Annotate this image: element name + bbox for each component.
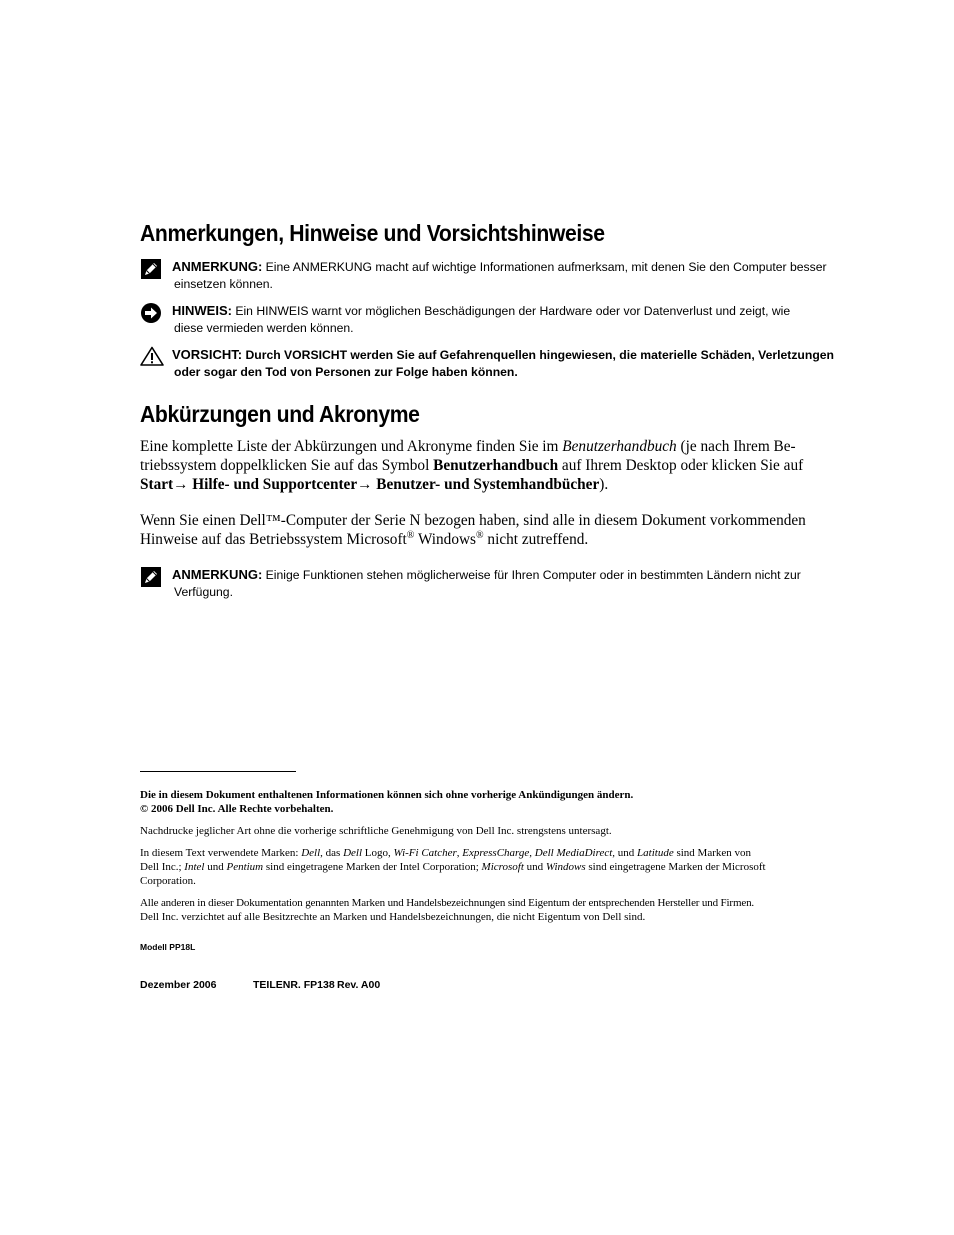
note-text-cont: einsetzen können. [174,277,273,291]
legal-text: Logo, [362,847,394,859]
legal-text: sind eingetragene Marken der Microsoft [585,861,766,873]
para-text: Eine komplette Liste der Abkürzungen und Akronyme finden Sie im [140,438,563,455]
hint-text: Ein HINWEIS warnt vor möglichen Beschädigungen der Hardware oder vor Datenverlust und zeigt, wie [231,304,791,318]
para-text: auf Ihrem Desktop oder klicken Sie auf [558,457,804,474]
legal-text: sind eingetragene Marken der Intel Corporation; [263,861,482,873]
trademark: Dell [343,847,363,859]
hint-text-cont: diese vermieden werden können. [174,321,354,335]
para-text: ). [599,476,609,493]
legal-text: In diesem Text verwendete Marken: [140,847,302,859]
reprint-notice: Nachdrucke jeglicher Art ohne die vorherige schriftliche Genehmigung von Dell Inc. strengstens untersagt. [140,825,612,837]
registered-mark: ® [406,529,415,541]
legal-change-notice: Die in diesem Dokument enthaltenen Informationen können sich ohne vorherige Ankündigungen ändern. [140,789,634,801]
caution-box [140,346,840,381]
note-text: Eine ANMERKUNG macht auf wichtige Informationen aufmerksam, mit denen Sie den Computer besser [262,260,827,274]
other-marks-notice [140,896,842,924]
para-text: Wenn Sie einen Dell™-Computer der Serie N bezogen haben, sind alle in diesem Dokument vorkommenden [140,512,806,529]
section-title-notes: Anmerkungen, Hinweise und Vorsichtshinweise [140,220,605,246]
para-text: nicht zutreffend. [483,531,589,548]
menu-path-help: Hilfe- und Supportcenter [192,476,358,493]
caution-text-cont: oder sogar den Tod von Personen zur Folge haben können. [174,365,518,379]
para-text: Windows [414,531,476,548]
legal-text: , und [612,847,638,859]
arrow-separator: → [173,476,193,493]
footnote-divider [140,771,296,772]
legal-text: Alle anderen in dieser Dokumentation genannten Marken und Handelsbezeichnungen sind Eigentum der entsprechenden Hersteller und Firmen. [140,897,755,909]
hint-box [140,302,840,337]
trademark: ExpressCharge [462,847,530,859]
model-number: Modell PP18L [140,942,196,952]
caution-text: Durch VORSICHT werden Sie auf Gefahrenquellen hingewiesen, die materielle Schäden, Verletzungen [242,348,834,362]
footer-date: Dezember 2006 [140,979,217,991]
menu-path-start: Start [140,476,174,493]
footer-revision: Rev. A00 [337,979,381,991]
note-text-cont: Verfügung. [174,585,233,599]
trademark-notice [140,846,842,888]
hint-label: HINWEIS: [172,303,232,318]
legal-text: Dell Inc. verzichtet auf alle Besitzrechte an Marken und Handelsbezeichnungen, die nicht Eigentum von Dell sind. [140,911,646,923]
legal-text: Corporation. [140,875,196,887]
legal-text: Dell Inc.; [140,861,185,873]
legal-text: und [523,861,546,873]
abbreviations-paragraph [140,437,840,494]
pencil-note-icon [140,258,164,280]
trademark: Dell [301,847,321,859]
trademark: Intel [184,861,205,873]
para-text: (je nach Ihrem Be- [676,438,796,455]
user-guide-ref: Benutzerhandbuch [562,438,677,455]
pencil-note-icon [140,566,164,588]
arrow-circle-icon [140,302,164,324]
note-text: Einige Funktionen stehen möglicherweise für Ihren Computer oder in bestimmten Ländern nicht zur [262,568,801,582]
legal-text: , das [320,847,344,859]
caution-label: VORSICHT: [172,347,243,362]
legal-text: , [529,847,535,859]
trademark: Pentium [226,861,264,873]
legal-notice [140,788,842,816]
legal-text: sind Marken von [673,847,751,859]
trademark: Dell MediaDirect [534,847,613,859]
legal-text: , [456,847,463,859]
note-label: ANMERKUNG: [172,567,263,582]
arrow-separator: → [357,476,377,493]
section-title-abbreviations: Abkürzungen und Akronyme [140,401,420,427]
registered-mark: ® [475,529,484,541]
note-label: ANMERKUNG: [172,259,263,274]
para-text: Hinweise auf das Betriebssystem Microsoft [140,531,407,548]
footer-part-number: TEILENR. FP138 [253,979,335,991]
note-box [140,258,840,293]
trademark: Windows [545,861,586,873]
trademark: Latitude [637,847,674,859]
para-text: triebssystem doppelklicken Sie auf das Symbol [140,457,434,474]
n-series-paragraph [140,511,840,549]
copyright-line: © 2006 Dell Inc. Alle Rechte vorbehalten. [140,803,334,815]
trademark: Microsoft [481,861,524,873]
menu-path-manuals: Benutzer- und Systemhandbücher [376,476,600,493]
warning-triangle-icon [140,346,164,368]
note-box [140,566,840,601]
user-guide-symbol: Benutzerhandbuch [433,457,559,474]
trademark: Wi-Fi Catcher [393,847,457,859]
legal-text: und [204,861,227,873]
